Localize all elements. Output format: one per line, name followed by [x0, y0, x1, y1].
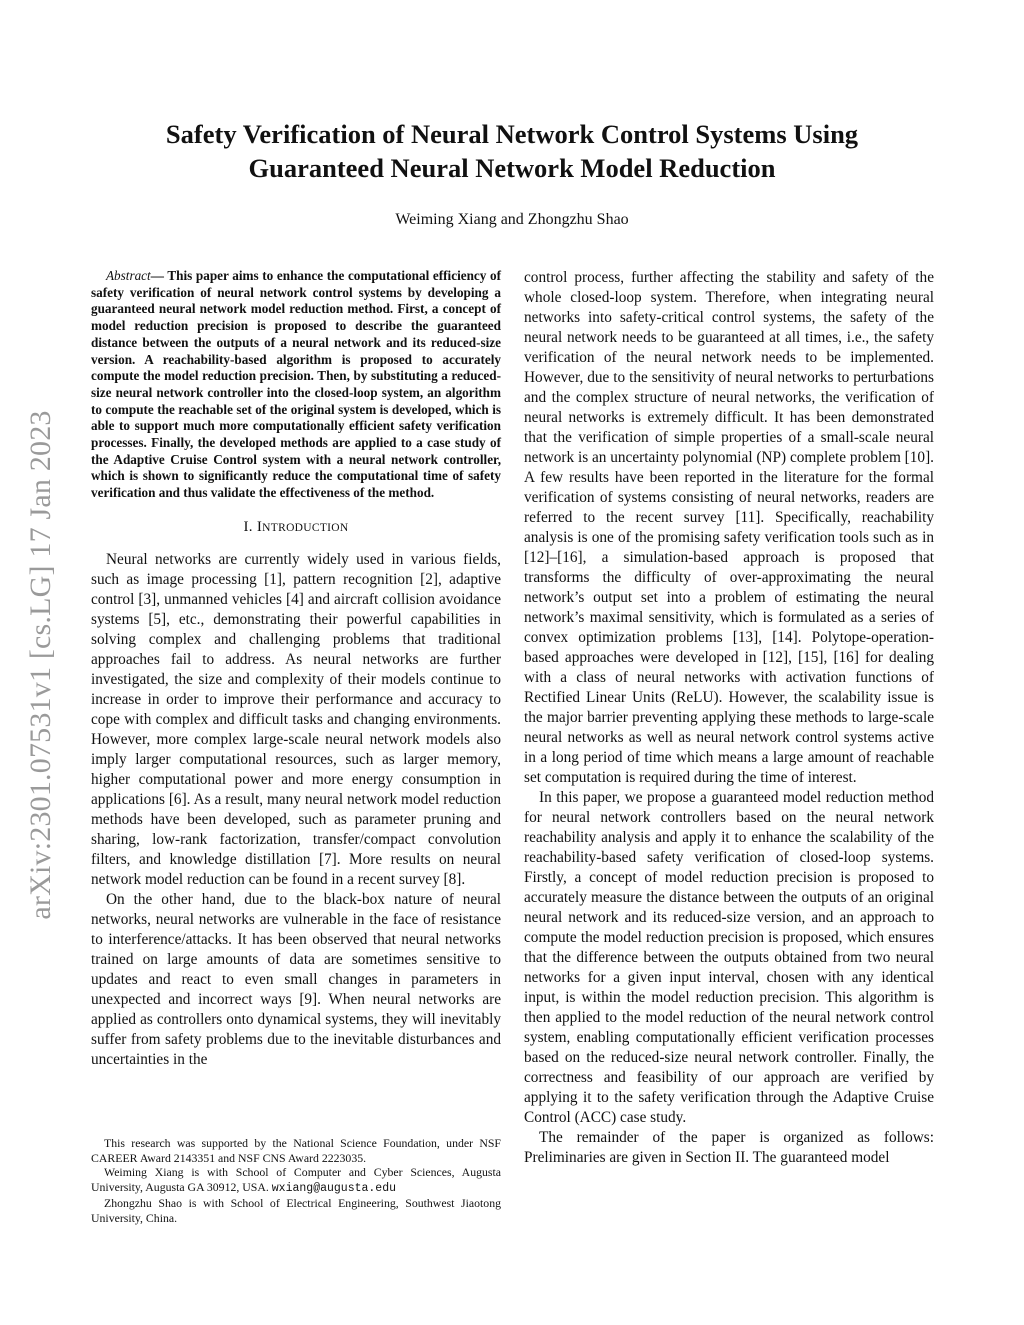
affiliation-footnote-2: Zhongzhu Shao is with School of Electrical Engineering, Southwest Jiaotong University, China.	[91, 1196, 501, 1225]
section-title-rest: NTRODUCTION	[262, 521, 349, 534]
footnotes	[91, 1136, 501, 1226]
author-email-link[interactable]: wxiang@augusta.edu	[271, 1181, 397, 1195]
section-first-letter: I	[256, 518, 263, 535]
abstract	[91, 268, 501, 502]
title-line-1: Safety Verification of Neural Network Control Systems Using	[165, 119, 859, 149]
paper-title	[90, 117, 934, 185]
intro-paragraph-2: On the other hand, due to the black-box nature of neural networks, neural networks are vulnerable in the face of resistance to interference/attacks. It has been observed that neural networks trained on large amounts of data are sometimes sensitive to updates and react to even small changes in parameters in unexpected and incorrect ways [9]. When neural networks are applied as controllers onto dynamical systems, they will inevitably suffer from safety problems due to the inevitable disturbances and uncertainties in the	[91, 890, 501, 1068]
abstract-label: Abstract	[106, 268, 151, 283]
title-line-2: Guaranteed Neural Network Model Reduction	[248, 153, 776, 183]
right-column	[524, 268, 934, 1168]
affiliation-text-1: Weiming Xiang is with School of Computer and Cyber Sciences, Augusta University, Augusta GA 30912, USA.	[91, 1165, 501, 1194]
intro-paragraph-3: In this paper, we propose a guaranteed model reduction method for neural network controllers based on the neural network reachability analysis and apply it to enhance the scalability of the reachability-based safety verification of closed-loop systems. Firstly, a concept of model reduction precision is proposed to accurately measure the distance between the outputs of an original neural network and its reduced-size version, and an approach to compute the model reduction precision is proposed, which ensures that the difference between the outputs obtained from two neural networks for a given input interval, chosen with any identical input, is within the model reduction precision. This algorithm is then applied to the model reduction of the neural network control system, enabling computationally efficient verification processes based on the reduced-size neural network controller. Finally, the correctness and feasibility of our approach are verified by applying it to the safety verification through the Adaptive Cruise Control (ACC) case study.	[524, 789, 934, 1126]
abstract-dash: —	[150, 268, 168, 283]
arxiv-identifier: arXiv:2301.07531v1 [cs.LG] 17 Jan 2023	[24, 410, 57, 920]
intro-paragraph-1: Neural networks are currently widely used in various fields, such as image processing [1], pattern recognition [2], adaptive control [3], unmanned vehicles [4] and aircraft collision avoidance systems [5], etc., demonstrating their powerful capabilities in solving complex and challenging problems that traditional approaches fail to address. As neural networks are further investigated, the size and complexity of their models continue to increase in order to improve their performance and accuracy to cope with complex and difficult tasks and changing environments. However, more complex large-scale neural network models also imply larger computational resources, such as larger memory, higher computational power and more energy consumption in applications [6]. As a result, many neural network model reduction methods have been developed, such as parameter pruning and sharing, low-rank factorization, transfer/compact convolution filters, and knowledge distillation [7]. More results on neural network model reduction can be found in a recent survey [8].	[91, 550, 501, 888]
section-heading-introduction	[91, 517, 501, 538]
section-numeral: I.	[243, 518, 257, 535]
abstract-text: This paper aims to enhance the computational efficiency of safety verification of neural network control systems by developing a guaranteed neural network model reduction method. First, a concept of model reduction precision is proposed to describe the guaranteed distance between the outputs of a neural network and its reduced-size version. A reachability-based algorithm is proposed to accurately compute the model reduction precision. Then, by substituting a reduced-size neural network controller into the closed-loop system, an algorithm to compute the reachable set of the original system is developed, which is able to support much more computationally efficient safety verification processes. Finally, the developed methods are applied to a case study of the Adaptive Cruise Control system with a neural network controller, which is shown to significantly reduce the computational time of safety verification and thus validate the effectiveness of the method.	[91, 268, 501, 501]
author-list: Weiming Xiang and Zhongzhu Shao	[395, 211, 629, 228]
intro-paragraph-2-continued: control process, further affecting the stability and safety of the whole closed-loop system. Therefore, when integrating neural networks into safety-critical control systems, the safety of the neural network needs to be guaranteed at all times, i.e., the safety verification of the neural network needs to be implemented. However, due to the sensitivity of neural networks to perturbations and the complex structure of neural networks, the verification of neural networks is extremely difficult. It has been demonstrated that the verification of simple properties of a small-scale neural network is an uncertainty polynomial (NP) complete problem [10]. A few results have been reported in the literature for the formal verification of systems consisting of neural networks, readers are referred to the recent survey [11]. Specifically, reachability analysis is one of the promising safety verification tools such as in [12]–[16], a simulation-based approach is proposed that transforms the difficulty of over-approximating the neural network’s output set into a problem of estimating the neural network’s maximal sensitivity, which is formulated as a series of convex optimization problems [13], [14]. Polytope-operation-based approaches were developed in [12], [15], [16] for dealing with a class of neural networks with activation functions of Rectified Linear Units (ReLU). However, the scalability issue is the major barrier preventing applying these methods to large-scale neural networks as well as neural network control systems active in a long period of time which means a large amount of reachable set computation is required during the time of interest.	[524, 269, 934, 786]
funding-footnote: This research was supported by the National Science Foundation, under NSF CAREER Award 2143351 and NSF CNS Award 2223035.	[91, 1136, 501, 1165]
affiliation-footnote-1	[91, 1165, 501, 1196]
left-column	[91, 268, 501, 1070]
arxiv-sidebar	[6, 375, 76, 955]
intro-paragraph-4: The remainder of the paper is organized as follows: Preliminaries are given in Section II. The guaranteed model	[524, 1129, 934, 1166]
